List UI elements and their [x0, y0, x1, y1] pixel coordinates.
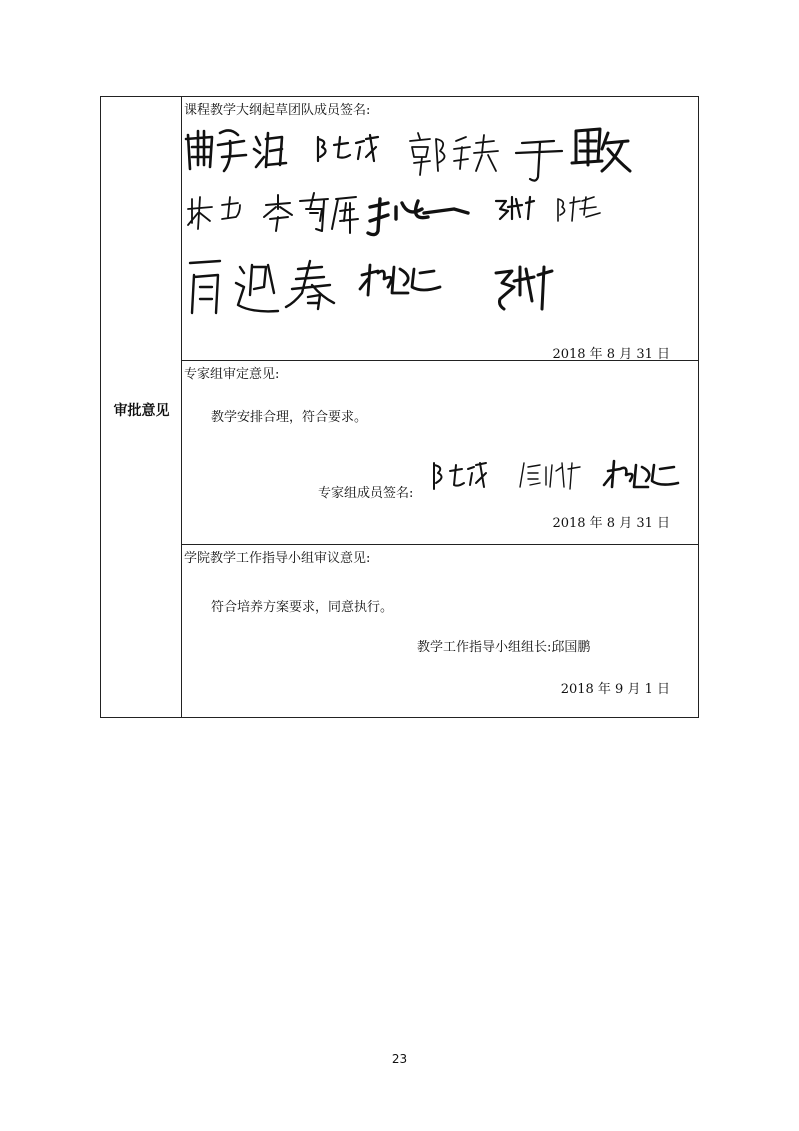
college-group-section — [182, 545, 698, 717]
expert-signatures-image — [428, 457, 688, 505]
signature-yu — [516, 141, 562, 181]
approval-table — [100, 96, 699, 718]
approval-label: 审批意见 — [113, 403, 170, 419]
drafting-team-heading: 课程教学大纲起草团队成员签名: — [184, 103, 371, 118]
approval-label-cell — [101, 97, 182, 717]
signature-chen-expert — [434, 463, 486, 489]
college-group-leader-name: 邱国鹏 — [551, 640, 591, 655]
signature-yang-expert — [604, 461, 678, 487]
college-group-heading: 学院教学工作指导小组审议意见: — [184, 551, 371, 566]
signature-zhang-xuan — [496, 197, 534, 219]
signature-guo — [410, 133, 498, 175]
signature-chun — [286, 261, 334, 309]
signature-li — [264, 193, 358, 233]
college-group-date: 2018 年 9 月 1 日 — [560, 682, 670, 697]
expert-group-opinion: 教学安排合理，符合要求。 — [211, 410, 368, 425]
signature-chen — [318, 135, 378, 161]
drafting-team-date: 2018 年 8 月 31 日 — [552, 347, 670, 362]
college-group-opinion: 符合培养方案要求，同意执行。 — [211, 600, 394, 615]
signature-min — [572, 129, 630, 171]
signature-chen-peng — [558, 197, 600, 221]
signature-song — [188, 197, 240, 229]
college-group-leader — [417, 636, 590, 655]
signature-xin — [520, 463, 580, 489]
expert-group-date: 2018 年 8 月 31 日 — [552, 516, 670, 531]
signature-zhang-xuan-2 — [496, 267, 552, 309]
college-group-leader-label: 教学工作指导小组组长: — [417, 640, 552, 655]
drafting-team-signatures-image — [182, 117, 698, 317]
signature-cao — [186, 130, 286, 171]
signature-zhou — [190, 261, 220, 313]
expert-signature-label: 专家组成员签名: — [318, 486, 414, 501]
signature-zhang-lei — [368, 199, 468, 235]
drafting-team-section — [182, 97, 698, 361]
page-number: 23 — [391, 1052, 408, 1066]
expert-group-heading: 专家组审定意见: — [184, 367, 280, 382]
signature-yang-xiaowei — [360, 265, 440, 295]
signature-ying — [236, 265, 278, 311]
expert-group-section — [182, 361, 698, 545]
